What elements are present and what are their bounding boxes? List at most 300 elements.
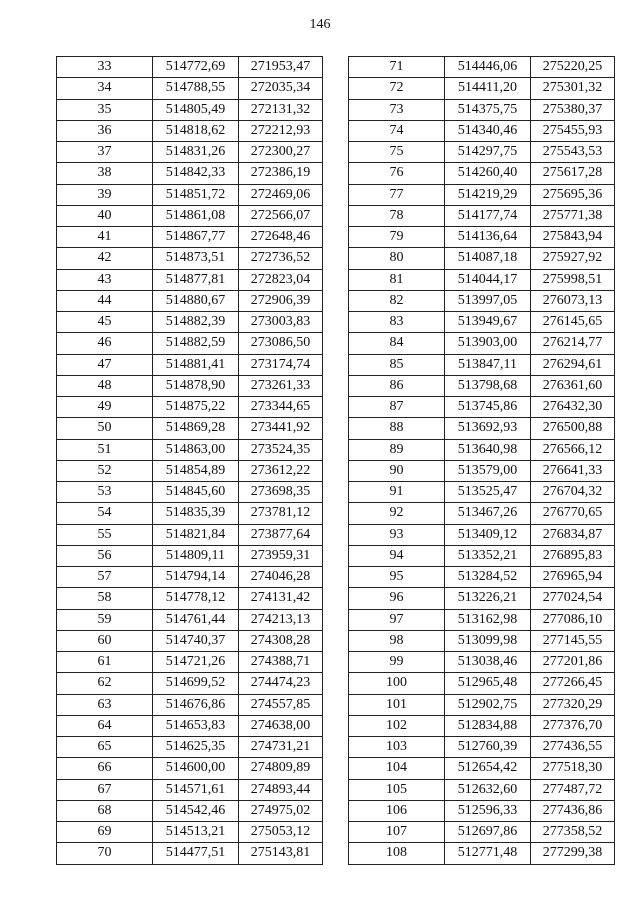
y-coordinate-cell: 273174,74 [239,354,323,375]
point-number-cell: 51 [57,439,153,460]
table-row [349,609,615,630]
x-coordinate-cell: 514873,51 [153,248,239,269]
x-coordinate-cell: 514625,35 [153,737,239,758]
x-coordinate-cell: 514882,39 [153,312,239,333]
point-number-cell: 91 [349,482,445,503]
x-coordinate-cell: 513903,00 [445,333,531,354]
x-coordinate-cell: 514740,37 [153,630,239,651]
y-coordinate-cell: 276566,12 [531,439,615,460]
table-row [57,163,323,184]
x-coordinate-cell: 514818,62 [153,120,239,141]
table-row [349,354,615,375]
y-coordinate-cell: 276500,88 [531,418,615,439]
table-row [349,630,615,651]
point-number-cell: 85 [349,354,445,375]
point-number-cell: 62 [57,673,153,694]
table-row [349,694,615,715]
x-coordinate-cell: 514340,46 [445,120,531,141]
point-number-cell: 92 [349,503,445,524]
x-coordinate-cell: 514881,41 [153,354,239,375]
table-row [57,375,323,396]
table-row [349,312,615,333]
y-coordinate-cell: 273441,92 [239,418,323,439]
y-coordinate-cell: 277145,55 [531,630,615,651]
x-coordinate-cell: 514676,86 [153,694,239,715]
x-coordinate-cell: 514835,39 [153,503,239,524]
x-coordinate-cell: 514761,44 [153,609,239,630]
table-row [349,333,615,354]
x-coordinate-cell: 514880,67 [153,290,239,311]
point-number-cell: 80 [349,248,445,269]
point-number-cell: 89 [349,439,445,460]
table-row [349,482,615,503]
table-row [349,78,615,99]
table-row [57,567,323,588]
y-coordinate-cell: 273086,50 [239,333,323,354]
table-row [57,333,323,354]
point-number-cell: 87 [349,397,445,418]
table-row [57,694,323,715]
x-coordinate-cell: 513284,52 [445,567,531,588]
table-row [57,588,323,609]
table-row [57,503,323,524]
point-number-cell: 69 [57,822,153,843]
x-coordinate-cell: 513099,98 [445,630,531,651]
table-row [349,652,615,673]
x-coordinate-cell: 514297,75 [445,142,531,163]
table-row [57,779,323,800]
x-coordinate-cell: 514177,74 [445,205,531,226]
point-number-cell: 65 [57,737,153,758]
y-coordinate-cell: 277320,29 [531,694,615,715]
x-coordinate-cell: 514699,52 [153,673,239,694]
point-number-cell: 61 [57,652,153,673]
x-coordinate-cell: 514805,49 [153,99,239,120]
x-coordinate-cell: 512834,88 [445,715,531,736]
table-row [57,397,323,418]
coordinates-table-right [348,56,615,865]
point-number-cell: 97 [349,609,445,630]
table-row [349,588,615,609]
x-coordinate-cell: 513798,68 [445,375,531,396]
point-number-cell: 84 [349,333,445,354]
point-number-cell: 98 [349,630,445,651]
y-coordinate-cell: 272823,04 [239,269,323,290]
y-coordinate-cell: 275843,94 [531,227,615,248]
point-number-cell: 66 [57,758,153,779]
point-number-cell: 94 [349,545,445,566]
table-row [349,524,615,545]
table-row [349,397,615,418]
point-number-cell: 43 [57,269,153,290]
y-coordinate-cell: 274809,89 [239,758,323,779]
table-row [57,652,323,673]
y-coordinate-cell: 274557,85 [239,694,323,715]
point-number-cell: 72 [349,78,445,99]
y-coordinate-cell: 276361,60 [531,375,615,396]
point-number-cell: 40 [57,205,153,226]
x-coordinate-cell: 512760,39 [445,737,531,758]
table-row [57,142,323,163]
y-coordinate-cell: 275301,32 [531,78,615,99]
y-coordinate-cell: 276895,83 [531,545,615,566]
y-coordinate-cell: 276145,65 [531,312,615,333]
table-row [57,482,323,503]
point-number-cell: 88 [349,418,445,439]
y-coordinate-cell: 275771,38 [531,205,615,226]
coordinates-table-left [56,56,323,865]
y-coordinate-cell: 276073,13 [531,290,615,311]
table-row [349,715,615,736]
y-coordinate-cell: 276834,87 [531,524,615,545]
table-row [57,843,323,864]
table-row [349,142,615,163]
table-row [57,184,323,205]
point-number-cell: 99 [349,652,445,673]
table-row [57,248,323,269]
y-coordinate-cell: 275053,12 [239,822,323,843]
table-row [349,269,615,290]
point-number-cell: 55 [57,524,153,545]
x-coordinate-cell: 514869,28 [153,418,239,439]
x-coordinate-cell: 513525,47 [445,482,531,503]
table-row [57,822,323,843]
table-row [349,163,615,184]
y-coordinate-cell: 277266,45 [531,673,615,694]
point-number-cell: 67 [57,779,153,800]
y-coordinate-cell: 273781,12 [239,503,323,524]
table-row [57,524,323,545]
x-coordinate-cell: 514600,00 [153,758,239,779]
y-coordinate-cell: 277299,38 [531,843,615,864]
y-coordinate-cell: 275927,92 [531,248,615,269]
point-number-cell: 57 [57,567,153,588]
table-row [57,758,323,779]
x-coordinate-cell: 514875,22 [153,397,239,418]
y-coordinate-cell: 273612,22 [239,460,323,481]
point-number-cell: 108 [349,843,445,864]
table-row [349,248,615,269]
point-number-cell: 54 [57,503,153,524]
point-number-cell: 106 [349,800,445,821]
y-coordinate-cell: 273003,83 [239,312,323,333]
table-row [349,822,615,843]
x-coordinate-cell: 512596,33 [445,800,531,821]
y-coordinate-cell: 274213,13 [239,609,323,630]
x-coordinate-cell: 513467,26 [445,503,531,524]
y-coordinate-cell: 272469,06 [239,184,323,205]
point-number-cell: 73 [349,99,445,120]
x-coordinate-cell: 513226,21 [445,588,531,609]
y-coordinate-cell: 275695,36 [531,184,615,205]
x-coordinate-cell: 514411,20 [445,78,531,99]
x-coordinate-cell: 514513,21 [153,822,239,843]
x-coordinate-cell: 513409,12 [445,524,531,545]
point-number-cell: 74 [349,120,445,141]
y-coordinate-cell: 272566,07 [239,205,323,226]
x-coordinate-cell: 514878,90 [153,375,239,396]
y-coordinate-cell: 277024,54 [531,588,615,609]
point-number-cell: 50 [57,418,153,439]
y-coordinate-cell: 277201,86 [531,652,615,673]
x-coordinate-cell: 514044,17 [445,269,531,290]
y-coordinate-cell: 273877,64 [239,524,323,545]
point-number-cell: 81 [349,269,445,290]
table-row [349,375,615,396]
table-row [57,290,323,311]
y-coordinate-cell: 274131,42 [239,588,323,609]
x-coordinate-cell: 513847,11 [445,354,531,375]
point-number-cell: 71 [349,57,445,78]
y-coordinate-cell: 272212,93 [239,120,323,141]
point-number-cell: 49 [57,397,153,418]
y-coordinate-cell: 276704,32 [531,482,615,503]
point-number-cell: 78 [349,205,445,226]
point-number-cell: 90 [349,460,445,481]
table-row [57,630,323,651]
table-row [349,227,615,248]
y-coordinate-cell: 277436,55 [531,737,615,758]
y-coordinate-cell: 275220,25 [531,57,615,78]
point-number-cell: 45 [57,312,153,333]
y-coordinate-cell: 276214,77 [531,333,615,354]
y-coordinate-cell: 275455,93 [531,120,615,141]
point-number-cell: 37 [57,142,153,163]
point-number-cell: 105 [349,779,445,800]
point-number-cell: 35 [57,99,153,120]
y-coordinate-cell: 277358,52 [531,822,615,843]
x-coordinate-cell: 514653,83 [153,715,239,736]
point-number-cell: 34 [57,78,153,99]
y-coordinate-cell: 271953,47 [239,57,323,78]
table-row [349,184,615,205]
point-number-cell: 33 [57,57,153,78]
table-row [349,567,615,588]
point-number-cell: 102 [349,715,445,736]
table-row [349,205,615,226]
point-number-cell: 83 [349,312,445,333]
y-coordinate-cell: 276641,33 [531,460,615,481]
point-number-cell: 95 [349,567,445,588]
point-number-cell: 82 [349,290,445,311]
x-coordinate-cell: 512771,48 [445,843,531,864]
table-row [349,737,615,758]
y-coordinate-cell: 272035,34 [239,78,323,99]
point-number-cell: 60 [57,630,153,651]
table-row [349,758,615,779]
x-coordinate-cell: 514831,26 [153,142,239,163]
y-coordinate-cell: 272131,32 [239,99,323,120]
x-coordinate-cell: 514778,12 [153,588,239,609]
point-number-cell: 46 [57,333,153,354]
x-coordinate-cell: 514260,40 [445,163,531,184]
table-row [349,673,615,694]
x-coordinate-cell: 514721,26 [153,652,239,673]
x-coordinate-cell: 513997,05 [445,290,531,311]
y-coordinate-cell: 275543,53 [531,142,615,163]
x-coordinate-cell: 514446,06 [445,57,531,78]
y-coordinate-cell: 275617,28 [531,163,615,184]
table-row [57,800,323,821]
y-coordinate-cell: 274388,71 [239,652,323,673]
x-coordinate-cell: 513692,93 [445,418,531,439]
x-coordinate-cell: 512632,60 [445,779,531,800]
y-coordinate-cell: 272300,27 [239,142,323,163]
point-number-cell: 42 [57,248,153,269]
point-number-cell: 39 [57,184,153,205]
point-number-cell: 68 [57,800,153,821]
point-number-cell: 36 [57,120,153,141]
x-coordinate-cell: 513352,21 [445,545,531,566]
x-coordinate-cell: 513579,00 [445,460,531,481]
table-row [349,800,615,821]
x-coordinate-cell: 513640,98 [445,439,531,460]
table-row [57,737,323,758]
point-number-cell: 59 [57,609,153,630]
point-number-cell: 48 [57,375,153,396]
table-row [57,418,323,439]
x-coordinate-cell: 514219,29 [445,184,531,205]
x-coordinate-cell: 514845,60 [153,482,239,503]
point-number-cell: 96 [349,588,445,609]
y-coordinate-cell: 277436,86 [531,800,615,821]
x-coordinate-cell: 514877,81 [153,269,239,290]
x-coordinate-cell: 513745,86 [445,397,531,418]
y-coordinate-cell: 273344,65 [239,397,323,418]
x-coordinate-cell: 514477,51 [153,843,239,864]
page-number: 146 [309,17,331,32]
table-row [349,779,615,800]
x-coordinate-cell: 514375,75 [445,99,531,120]
y-coordinate-cell: 276432,30 [531,397,615,418]
y-coordinate-cell: 273959,31 [239,545,323,566]
point-number-cell: 44 [57,290,153,311]
table-row [349,545,615,566]
point-number-cell: 104 [349,758,445,779]
table-row [349,57,615,78]
x-coordinate-cell: 514542,46 [153,800,239,821]
table-row [57,78,323,99]
table-row [57,99,323,120]
point-number-cell: 76 [349,163,445,184]
y-coordinate-cell: 276965,94 [531,567,615,588]
table-row [57,439,323,460]
table-row [57,57,323,78]
point-number-cell: 38 [57,163,153,184]
point-number-cell: 53 [57,482,153,503]
y-coordinate-cell: 276294,61 [531,354,615,375]
y-coordinate-cell: 272386,19 [239,163,323,184]
y-coordinate-cell: 277086,10 [531,609,615,630]
y-coordinate-cell: 274638,00 [239,715,323,736]
x-coordinate-cell: 514867,77 [153,227,239,248]
table-row [57,673,323,694]
y-coordinate-cell: 275143,81 [239,843,323,864]
x-coordinate-cell: 512654,42 [445,758,531,779]
point-number-cell: 64 [57,715,153,736]
y-coordinate-cell: 272736,52 [239,248,323,269]
x-coordinate-cell: 514882,59 [153,333,239,354]
x-coordinate-cell: 512965,48 [445,673,531,694]
y-coordinate-cell: 273698,35 [239,482,323,503]
x-coordinate-cell: 514794,14 [153,567,239,588]
table-row [349,843,615,864]
x-coordinate-cell: 514788,55 [153,78,239,99]
y-coordinate-cell: 275998,51 [531,269,615,290]
point-number-cell: 56 [57,545,153,566]
x-coordinate-cell: 512697,86 [445,822,531,843]
point-number-cell: 100 [349,673,445,694]
point-number-cell: 70 [57,843,153,864]
y-coordinate-cell: 273524,35 [239,439,323,460]
x-coordinate-cell: 513162,98 [445,609,531,630]
y-coordinate-cell: 274308,28 [239,630,323,651]
table-row [349,503,615,524]
table-row [57,205,323,226]
x-coordinate-cell: 513038,46 [445,652,531,673]
y-coordinate-cell: 274731,21 [239,737,323,758]
x-coordinate-cell: 512902,75 [445,694,531,715]
table-row [349,99,615,120]
y-coordinate-cell: 273261,33 [239,375,323,396]
point-number-cell: 101 [349,694,445,715]
point-number-cell: 107 [349,822,445,843]
x-coordinate-cell: 514821,84 [153,524,239,545]
table-row [57,120,323,141]
x-coordinate-cell: 514809,11 [153,545,239,566]
y-coordinate-cell: 277518,30 [531,758,615,779]
point-number-cell: 63 [57,694,153,715]
x-coordinate-cell: 514854,89 [153,460,239,481]
table-row [349,439,615,460]
x-coordinate-cell: 514087,18 [445,248,531,269]
x-coordinate-cell: 514861,08 [153,205,239,226]
y-coordinate-cell: 277487,72 [531,779,615,800]
table-row [349,120,615,141]
y-coordinate-cell: 277376,70 [531,715,615,736]
x-coordinate-cell: 514772,69 [153,57,239,78]
table-row [349,290,615,311]
x-coordinate-cell: 514851,72 [153,184,239,205]
point-number-cell: 52 [57,460,153,481]
point-number-cell: 41 [57,227,153,248]
point-number-cell: 103 [349,737,445,758]
point-number-cell: 58 [57,588,153,609]
point-number-cell: 79 [349,227,445,248]
table-row [349,418,615,439]
y-coordinate-cell: 274046,28 [239,567,323,588]
table-row [57,269,323,290]
y-coordinate-cell: 272648,46 [239,227,323,248]
y-coordinate-cell: 276770,65 [531,503,615,524]
table-row [349,460,615,481]
x-coordinate-cell: 514571,61 [153,779,239,800]
table-row [57,609,323,630]
table-row [57,312,323,333]
x-coordinate-cell: 514863,00 [153,439,239,460]
y-coordinate-cell: 275380,37 [531,99,615,120]
table-row [57,715,323,736]
y-coordinate-cell: 274975,02 [239,800,323,821]
y-coordinate-cell: 272906,39 [239,290,323,311]
point-number-cell: 93 [349,524,445,545]
point-number-cell: 77 [349,184,445,205]
table-row [57,545,323,566]
x-coordinate-cell: 514842,33 [153,163,239,184]
x-coordinate-cell: 513949,67 [445,312,531,333]
point-number-cell: 86 [349,375,445,396]
table-row [57,460,323,481]
